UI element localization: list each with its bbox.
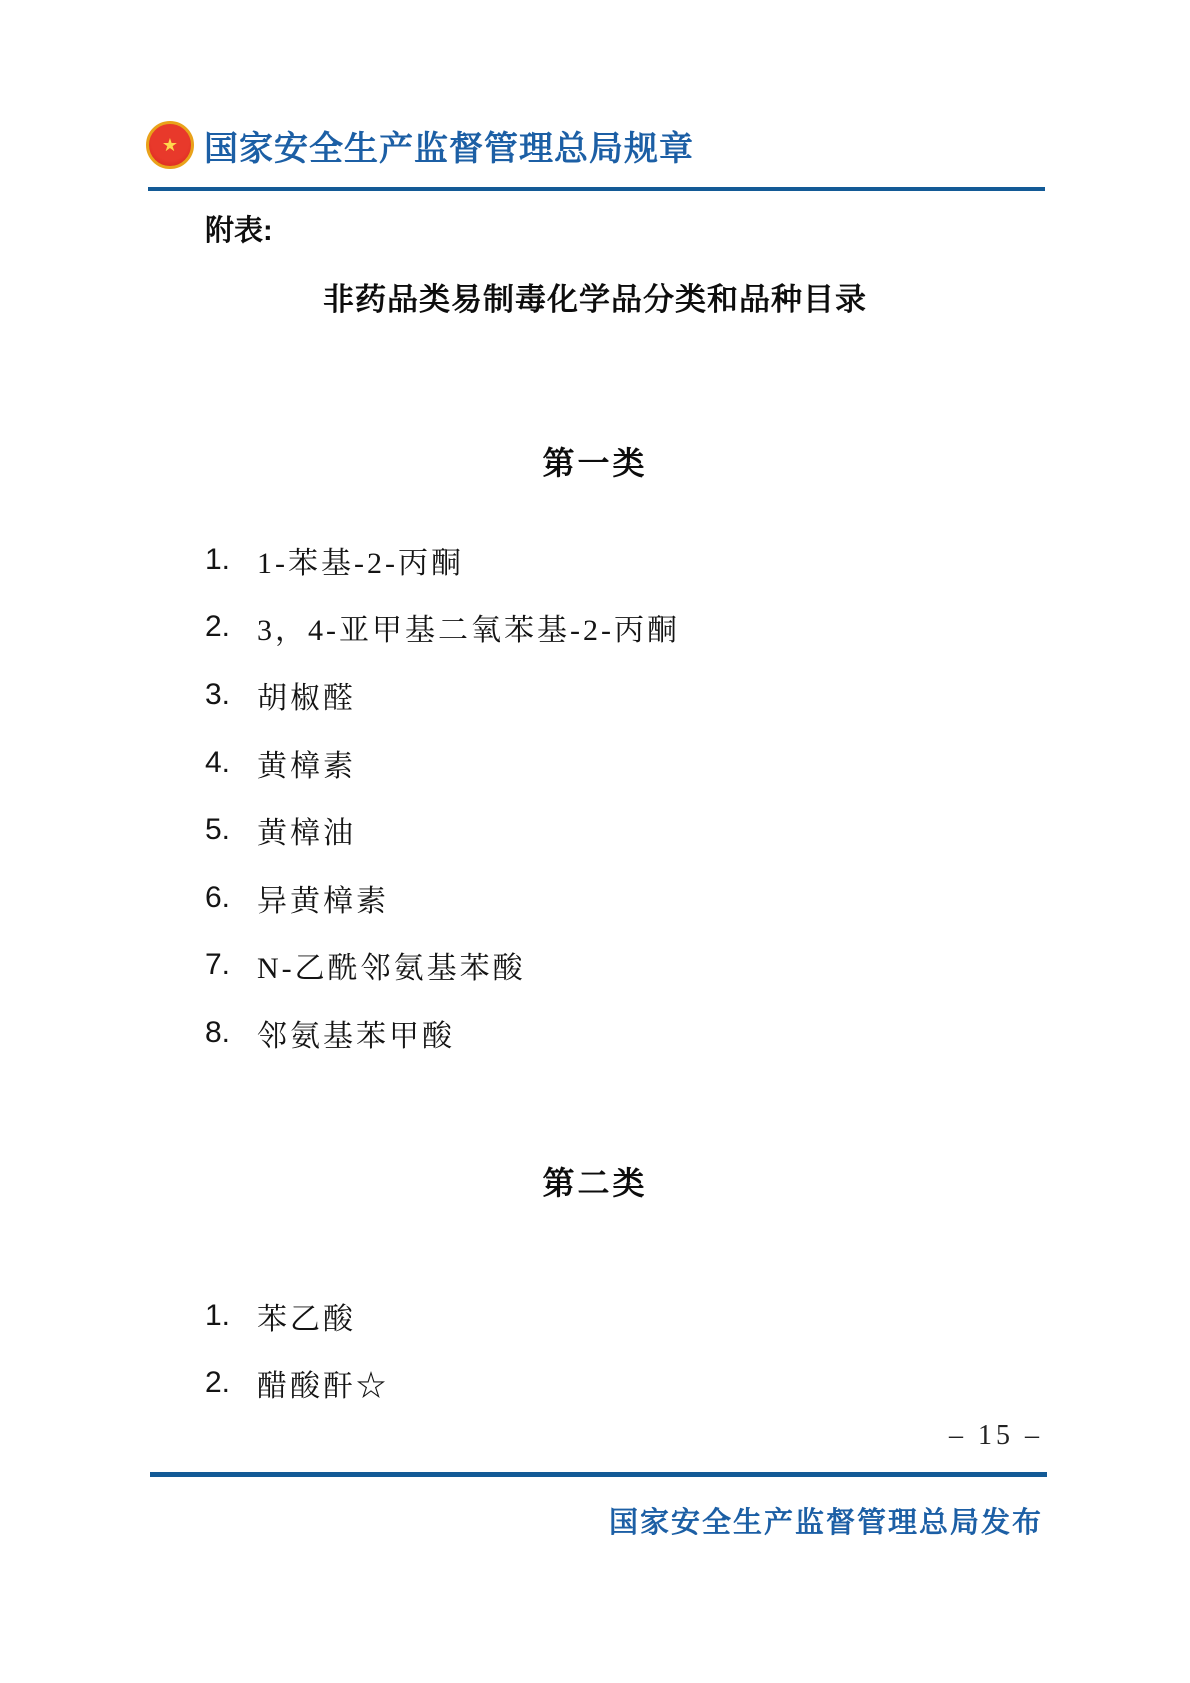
list-item-text: 3，4-亚甲基二氧苯基-2-丙酮 [257, 614, 680, 648]
category-2-list [205, 1282, 389, 1417]
section-heading-category-1: 第一类 [542, 445, 648, 481]
document-header [146, 116, 694, 174]
list-item-number: 4. [205, 745, 231, 779]
list-item-number: 1. [205, 542, 231, 576]
list-item [205, 864, 680, 932]
list-item-number: 2. [205, 1366, 231, 1400]
header-divider [148, 187, 1045, 191]
list-item [205, 729, 680, 797]
list-item [205, 999, 680, 1067]
footer-divider [150, 1472, 1047, 1477]
list-item-text: N-乙酰邻氨基苯酸 [257, 952, 526, 986]
china-national-emblem-icon: ★ [146, 121, 194, 169]
list-item [205, 1282, 389, 1350]
list-item-text: 胡椒醛 [257, 681, 356, 715]
list-item [205, 796, 680, 864]
annex-label: 附表: [205, 215, 273, 247]
list-item-text: 异黄樟素 [257, 884, 389, 918]
header-agency-title: 国家安全生产监督管理总局规章 [204, 129, 694, 168]
list-item [205, 594, 680, 662]
page-number: – 15 – [949, 1420, 1043, 1451]
list-item [205, 661, 680, 729]
list-item-number: 2. [205, 610, 231, 644]
list-item [205, 1350, 389, 1418]
list-item-number: 5. [205, 813, 231, 847]
document-title: 非药品类易制毒化学品分类和品种目录 [323, 282, 867, 317]
list-item-number: 7. [205, 948, 231, 982]
footer-publisher: 国家安全生产监督管理总局发布 [608, 1507, 1043, 1539]
list-item-text: 邻氨基苯甲酸 [257, 1019, 455, 1053]
list-item [205, 526, 680, 594]
section-heading-category-2: 第二类 [542, 1165, 648, 1201]
list-item-number: 8. [205, 1015, 231, 1049]
list-item-number: 6. [205, 880, 231, 914]
list-item [205, 932, 680, 1000]
list-item-text: 1-苯基-2-丙酮 [257, 546, 464, 580]
category-1-list [205, 526, 680, 1067]
list-item-text: 醋酸酐☆ [257, 1370, 389, 1404]
list-item-text: 黄樟素 [257, 749, 356, 783]
list-item-text: 苯乙酸 [257, 1302, 356, 1336]
list-item-number: 3. [205, 677, 231, 711]
list-item-number: 1. [205, 1298, 231, 1332]
list-item-text: 黄樟油 [257, 817, 356, 851]
